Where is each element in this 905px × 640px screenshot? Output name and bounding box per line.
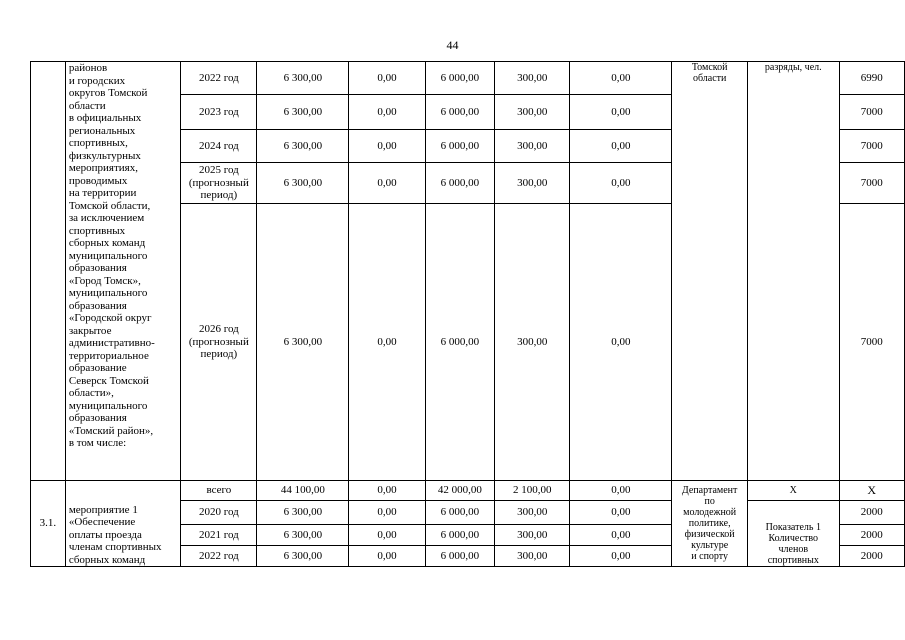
total-cell: 6 300,00 xyxy=(257,525,349,546)
other-cell: 0,00 xyxy=(570,95,672,130)
row-number-cell: 3.1. xyxy=(31,481,66,567)
indicator-cell: разряды, чел. xyxy=(748,62,839,481)
table-row xyxy=(31,62,905,95)
federal-cell: 0,00 xyxy=(349,501,425,525)
total-cell: 6 300,00 xyxy=(257,95,349,130)
regional-cell: 6 000,00 xyxy=(425,525,494,546)
budget-table xyxy=(30,61,905,567)
regional-cell: 6 000,00 xyxy=(425,163,494,204)
page-number: 44 xyxy=(446,38,459,52)
year-cell: 2024 год xyxy=(181,130,257,163)
activity-name: районов и городских округов Томской области в официальных региональных спортивных, физкультурных мероприятиях, проводимых на территории Томской области, за исключением спортивных сборных команд муниципального образования «Город Томск», муниципального образования «Городской округ закрытое административно- территориальное образование Северск Томской области», муниципального образования «Томский район», в том числе: xyxy=(68,62,155,449)
other-cell: 0,00 xyxy=(570,481,672,501)
other-cell: 0,00 xyxy=(570,163,672,204)
year-cell: 2022 год xyxy=(181,62,257,95)
indicator-value-cell: 7000 xyxy=(839,130,904,163)
federal-cell: 0,00 xyxy=(349,95,425,130)
year-cell: 2026 год (прогнозный период) xyxy=(181,204,257,481)
year-cell: 2020 год xyxy=(181,501,257,525)
total-cell: 44 100,00 xyxy=(257,481,349,501)
indicator-x-cell: Х xyxy=(748,481,839,501)
other-cell: 0,00 xyxy=(570,130,672,163)
year-cell: 2025 год (прогнозный период) xyxy=(181,163,257,204)
total-cell: 6 300,00 xyxy=(257,501,349,525)
row-number-cell xyxy=(31,62,66,481)
indicator-value-cell: 6990 xyxy=(839,62,904,95)
regional-cell: 6 000,00 xyxy=(425,62,494,95)
year-cell: 2022 год xyxy=(181,546,257,567)
indicator-value-cell: 7000 xyxy=(839,204,904,481)
regional-cell: 6 000,00 xyxy=(425,546,494,567)
other-cell: 0,00 xyxy=(570,204,672,481)
federal-cell: 0,00 xyxy=(349,163,425,204)
indicator-value-x-cell: Х xyxy=(839,481,904,501)
year-cell: 2021 год xyxy=(181,525,257,546)
regional-cell: 6 000,00 xyxy=(425,95,494,130)
regional-cell: 6 000,00 xyxy=(425,204,494,481)
federal-cell: 0,00 xyxy=(349,546,425,567)
total-cell: 6 300,00 xyxy=(257,130,349,163)
regional-cell: 6 000,00 xyxy=(425,130,494,163)
executor-cell: Департамент по молодежной политике, физической культуре и спорту xyxy=(672,481,748,567)
indicator-value-cell: 2000 xyxy=(839,546,904,567)
indicator-value-cell: 7000 xyxy=(839,95,904,130)
local-cell: 300,00 xyxy=(495,62,570,95)
local-cell: 300,00 xyxy=(495,546,570,567)
table-row xyxy=(31,481,905,501)
total-cell: 6 300,00 xyxy=(257,204,349,481)
other-cell: 0,00 xyxy=(570,525,672,546)
indicator-value-cell: 2000 xyxy=(839,525,904,546)
indicator-value-cell: 7000 xyxy=(839,163,904,204)
local-cell: 300,00 xyxy=(495,95,570,130)
total-cell: 6 300,00 xyxy=(257,62,349,95)
federal-cell: 0,00 xyxy=(349,525,425,546)
local-cell: 300,00 xyxy=(495,130,570,163)
local-cell: 300,00 xyxy=(495,204,570,481)
total-cell: 6 300,00 xyxy=(257,546,349,567)
activity-name-cell: мероприятие 1 «Обеспечение оплаты проезда членам спортивных сборных команд xyxy=(65,481,181,567)
indicator-value-cell: 2000 xyxy=(839,501,904,525)
local-cell: 300,00 xyxy=(495,163,570,204)
federal-cell: 0,00 xyxy=(349,62,425,95)
other-cell: 0,00 xyxy=(570,546,672,567)
activity-name-cell xyxy=(65,62,181,481)
year-cell: 2023 год xyxy=(181,95,257,130)
other-cell: 0,00 xyxy=(570,62,672,95)
executor-cell: Томской области xyxy=(672,62,748,481)
other-cell: 0,00 xyxy=(570,501,672,525)
total-cell: 6 300,00 xyxy=(257,163,349,204)
federal-cell: 0,00 xyxy=(349,481,425,501)
federal-cell: 0,00 xyxy=(349,130,425,163)
local-cell: 300,00 xyxy=(495,525,570,546)
regional-cell: 42 000,00 xyxy=(425,481,494,501)
federal-cell: 0,00 xyxy=(349,204,425,481)
regional-cell: 6 000,00 xyxy=(425,501,494,525)
indicator-cell: Показатель 1 Количество членов спортивных xyxy=(748,501,839,567)
local-cell: 300,00 xyxy=(495,501,570,525)
year-cell: всего xyxy=(181,481,257,501)
local-cell: 2 100,00 xyxy=(495,481,570,501)
